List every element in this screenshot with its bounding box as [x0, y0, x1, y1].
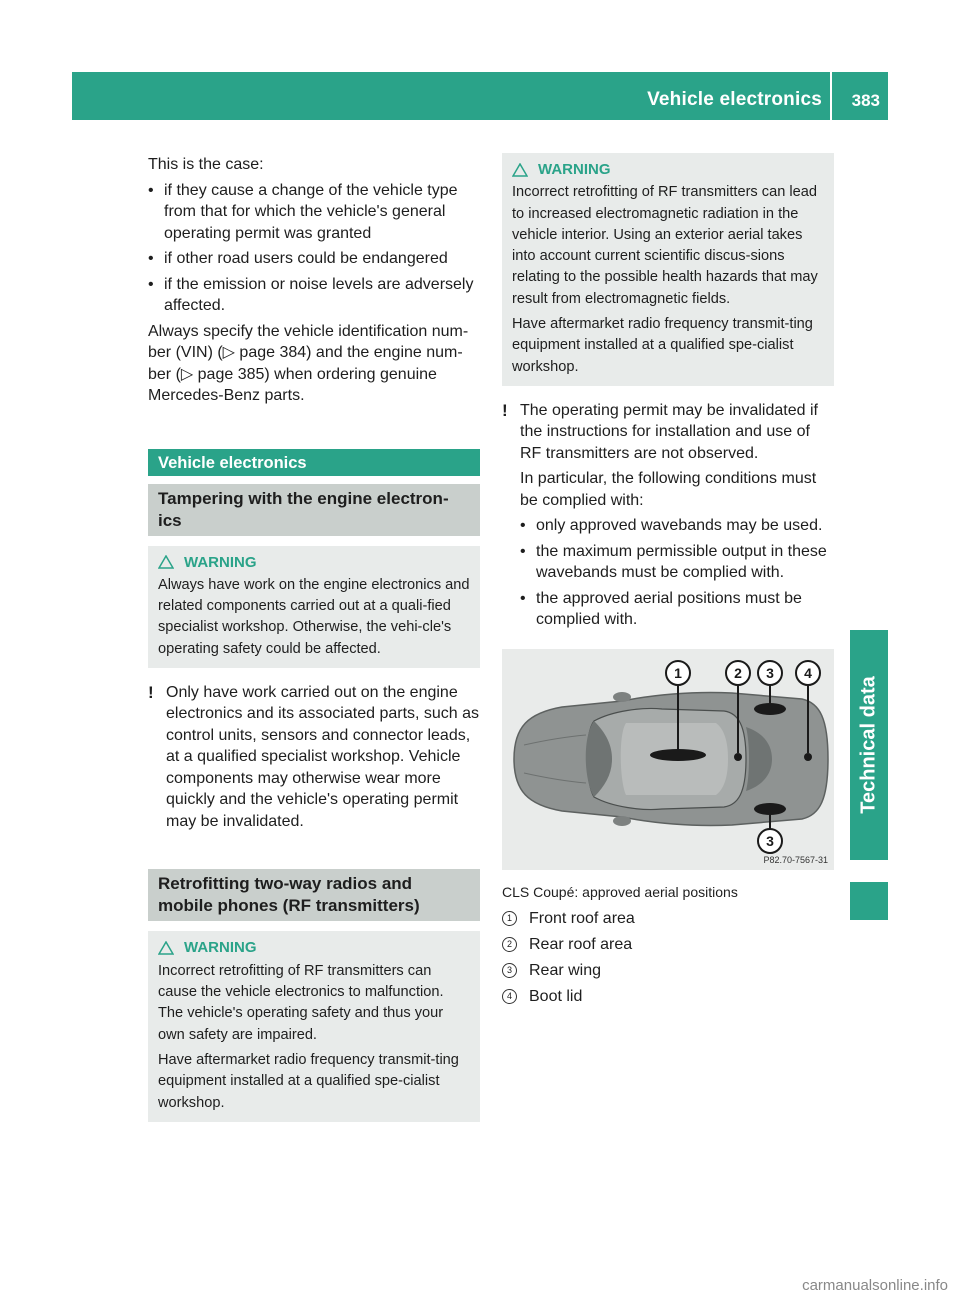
- note-permit: [502, 400, 834, 631]
- list-item-text: the approved aerial positions must be complied with.: [536, 589, 802, 629]
- list-item-text: if the emission or noise levels are adversely affected.: [164, 275, 474, 314]
- warning-box-rf-malfunction: [148, 931, 480, 1121]
- list-item: • if they cause a change of the vehicle type from that for which the vehicle's general operating permit was granted: [148, 181, 458, 242]
- svg-text:3: 3: [766, 664, 774, 681]
- side-tab: [850, 630, 888, 860]
- svg-text:1: 1: [674, 664, 682, 681]
- subsection-title-engine: Tampering with the engine electron-ics: [148, 484, 480, 536]
- list-item: • if other road users could be endangered: [148, 250, 448, 267]
- note-text: Only have work carried out on the engine electronics and its associated parts, such as control units, sensors and connector leads, at a qualified specialist workshop. Vehicle components may otherwise wear more quickly and the vehicle's operating permit may be invalidated.: [166, 683, 480, 830]
- svg-text:2: 2: [734, 664, 742, 681]
- callout-1: [666, 661, 690, 685]
- legend-number: 4: [502, 989, 517, 1004]
- warning-box-engine: [148, 546, 480, 668]
- legend-label: Boot lid: [529, 987, 583, 1005]
- note-text: In particular, the following conditions must be complied with:: [520, 470, 817, 509]
- svg-text:3: 3: [766, 832, 774, 849]
- warning-header: [158, 552, 470, 573]
- warning-label: WARNING: [538, 161, 611, 178]
- legend-number: 3: [502, 963, 517, 978]
- callout-4: [796, 661, 820, 685]
- warning-text: Incorrect retrofitting of RF transmitters can cause the vehicle electronics to malfunction. The vehicle's operating safety and thus your own safety are impaired.: [158, 962, 444, 1043]
- legend-item: [502, 933, 834, 955]
- callout-3-top: [758, 661, 782, 685]
- legend-label: Rear wing: [529, 961, 602, 979]
- warning-header: [512, 159, 824, 180]
- warning-label: WARNING: [184, 553, 257, 571]
- page-number: 383: [851, 91, 880, 110]
- header-title: Vehicle electronics: [647, 89, 822, 110]
- note-engine: [148, 682, 480, 833]
- warning-label: WARNING: [184, 939, 257, 957]
- list-item-text: if they cause a change of the vehicle type from that for which the vehicle's general operating permit was granted: [164, 181, 458, 242]
- list-item-text: only approved wavebands may be used.: [536, 517, 823, 535]
- legend-label: Rear roof area: [529, 935, 633, 953]
- aerial-position-figure: [502, 649, 834, 870]
- warning-text: Have aftermarket radio frequency transmit-ting equipment installed at a qualified spe-cialist workshop.: [512, 316, 813, 375]
- page-header: [72, 72, 888, 120]
- warning-icon: [512, 163, 528, 177]
- warning-text: Incorrect retrofitting of RF transmitters can lead to increased electromagnetic radiation in the vehicle interior. Using an exterior aerial takes into account current scientific discus-sions relating to the possible health hazards that may result from electromagnetic fields.: [512, 184, 818, 307]
- legend-item: [502, 959, 834, 981]
- warning-box-rf-radiation: [502, 153, 834, 386]
- car-top-view-illustration: [502, 649, 834, 870]
- legend-item: [502, 985, 834, 1007]
- list-item: • the approved aerial positions must be complied with.: [520, 589, 802, 629]
- legend-label: Front roof area: [529, 909, 635, 927]
- legend-number: 2: [502, 937, 517, 952]
- callout-2: [726, 661, 750, 685]
- warning-icon: [158, 941, 174, 955]
- left-column: [148, 154, 480, 1122]
- note-text: The operating permit may be invalidated if the instructions for installation and use of RF transmitters are not observed.: [520, 401, 818, 462]
- section-title: Vehicle electronics: [148, 449, 480, 476]
- figure-caption: CLS Coupé: approved aerial positions: [502, 883, 738, 900]
- warning-icon: [158, 555, 174, 569]
- warning-header: [158, 937, 470, 958]
- warning-text: Have aftermarket radio frequency transmit-ting equipment installed at a qualified spe-cialist workshop.: [158, 1051, 459, 1111]
- caution-icon: !: [148, 682, 154, 702]
- callout-3-bottom: [758, 829, 782, 853]
- list-item: • the maximum permissible output in these wavebands must be complied with.: [520, 542, 827, 582]
- watermark: carmanualsonline.info: [802, 1277, 948, 1294]
- header-divider: [830, 72, 832, 120]
- side-tab-label: Technical data: [857, 676, 880, 814]
- legend-item: [502, 907, 834, 929]
- right-column: [502, 153, 834, 1007]
- list-item: • only approved wavebands may be used.: [520, 517, 823, 535]
- svg-text:4: 4: [804, 664, 812, 681]
- intro-text: This is the case:: [148, 156, 264, 173]
- legend-number: 1: [502, 911, 517, 926]
- list-item-text: if other road users could be endangered: [164, 250, 448, 267]
- caution-icon: !: [502, 400, 508, 420]
- warning-text: Always have work on the engine electronics and related components carried out at a quali-fied specialist workshop. Otherwise, the vehi-cle's operating safety could be affected.: [158, 576, 470, 657]
- subsection-title-rf: Retrofitting two-way radios and mobile phones (RF transmitters): [148, 869, 480, 921]
- list-item: • if the emission or noise levels are adversely affected.: [148, 275, 474, 314]
- side-marker: [850, 882, 888, 920]
- list-item-text: the maximum permissible output in these wavebands must be complied with.: [536, 542, 827, 582]
- figure-code: P82.70-7567-31: [763, 854, 828, 865]
- vin-paragraph: Always specify the vehicle identification num-ber (VIN) (▷ page 384) and the engine num-ber (▷ page 385) when ordering genuine Mercedes-Benz parts.: [148, 322, 469, 404]
